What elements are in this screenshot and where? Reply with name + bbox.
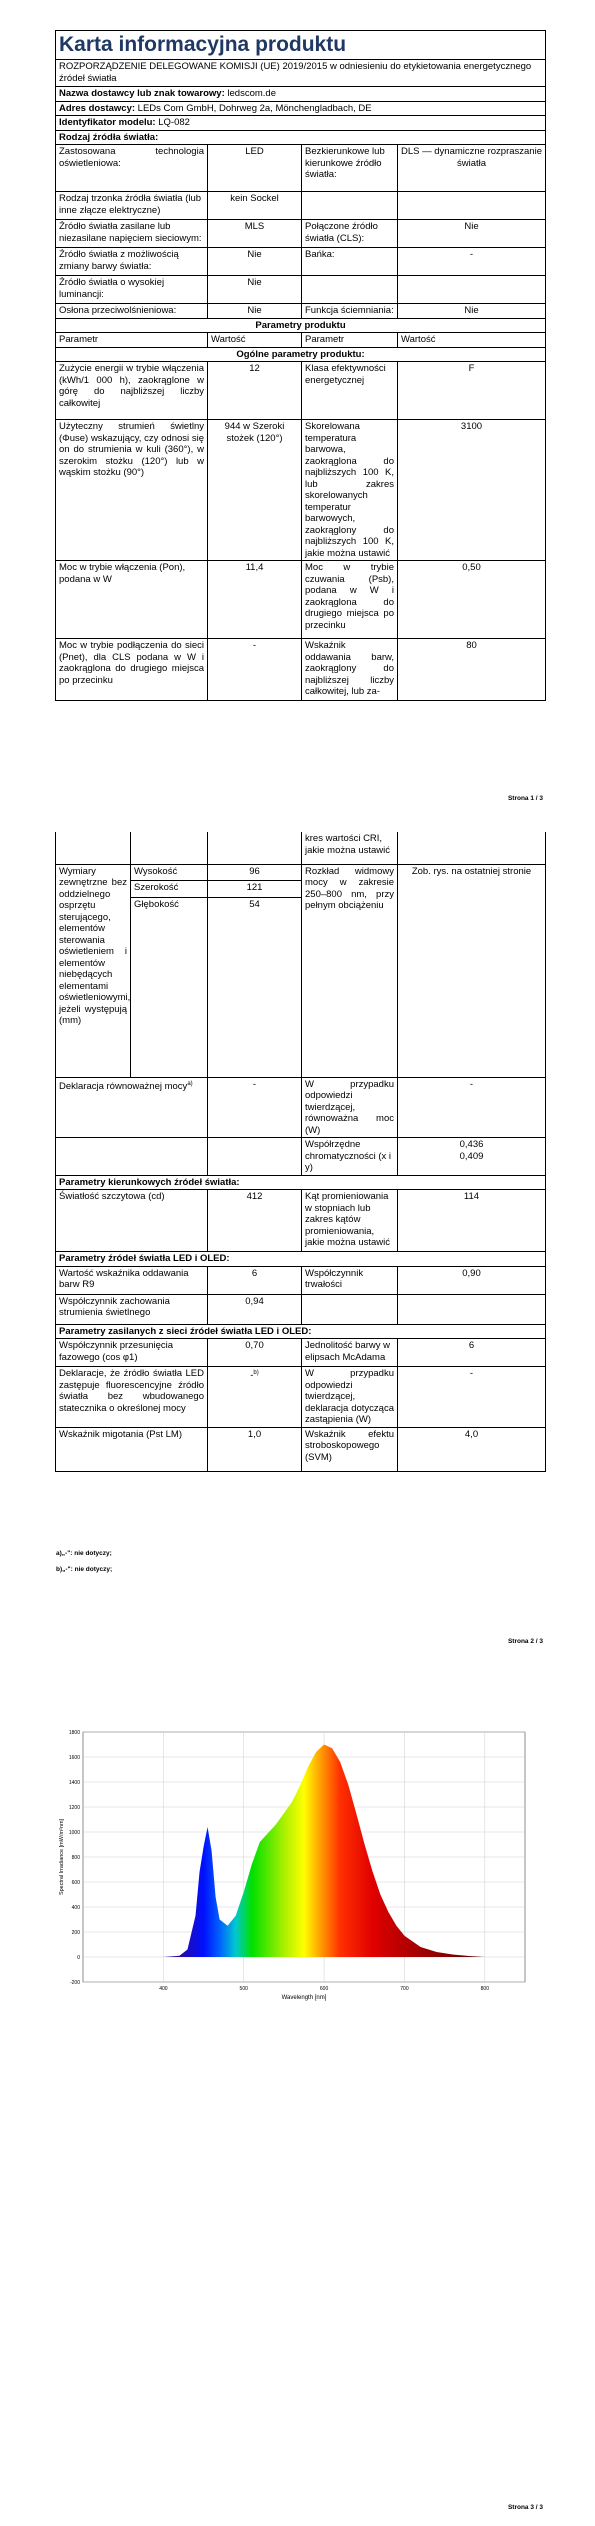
survival-value: 0,90 [398,1266,546,1294]
page-number-3: Strona 3 / 3 [507,2504,543,2511]
spectrum-chart-svg [55,1720,545,2010]
model-id-value: LQ-082 [158,117,190,128]
stroboscopic-label: Wskaźnik efektu stroboskopowego (SVM) [302,1427,398,1471]
power-factor-value: 0,70 [208,1339,302,1367]
standby-power-value: 0,50 [398,561,546,639]
dim-depth-value: 54 [208,897,302,1077]
chroma-values [398,1138,546,1176]
spectrum-label: Rozkład widmowy mocy w zakresie 250–800 nm, przy pełnym obciążeniu [302,864,398,1077]
lumen-maintenance-value: 0,94 [208,1294,302,1324]
col-header-param-2: Parametr [302,333,398,348]
equiv-power-label: Deklaracja równoważnej mocy [59,1080,188,1092]
fluorescent-replacement-value: - [250,1370,254,1382]
model-id-label: Identyfikator modelu: [59,117,156,128]
col-header-param-1: Parametr [56,333,208,348]
y-tick-label: 1000 [68,1829,80,1836]
dimmable-label: Funkcja ściemniania: [302,304,398,319]
energy-consumption-label: Zużycie energii w trybie włączenia (kWh/1 000 h), zaokrąglone w górę do najbliższej liczby całkowitej [56,362,208,420]
mains-led-params-heading: Parametry zasilanych z sieci źródeł światła LED i OLED: [56,1324,546,1339]
cap-type-value: kein Sockel [208,192,302,220]
page-title: Karta informacyjna produktu [56,31,546,60]
cct-label: Skorelowana temperatura barwowa, zaokrąglona do najbliższych 100 K, lub zakres skorelowanych temperatur barwowych, zaokrąglony do najbliższych 100 K, jakie można ustawić [302,420,398,561]
stroboscopic-value: 4,0 [398,1427,546,1471]
energy-class-label: Klasa efektywności energetycznej [302,362,398,420]
dimensions-label: Wymiary zewnętrzne bez oddzielnego osprzętu sterującego, elementów sterowania oświetleniem i elementów niebędących elementami oświetleniowymi, jeżeli występują (mm) [56,864,131,1077]
lumen-maintenance-label: Współczynnik zachowania strumienia świetlnego [56,1294,208,1324]
footnote-a: a)„-": nie dotyczy; [56,1550,112,1557]
x-tick-label: 400 [159,1986,168,1992]
network-standby-value: - [208,639,302,701]
supplier-name-value: ledscom.de [227,88,276,99]
fluorescent-replacement-label: Deklaracje, że źródło światła LED zastępuje fluorescencyjne źródło światła bez wbudowanego statecznika o określonej mocy [56,1367,208,1428]
tunable-label: Źródło światła z możliwością zmiany barwy światła: [56,248,208,276]
envelope-value: - [398,248,546,276]
page-number-1: Strona 1 / 3 [507,795,543,802]
spectrum-chart [55,1720,545,2010]
high-luminance-value: Nie [208,276,302,304]
equiv-watt-value: - [398,1077,546,1138]
anti-glare-value: Nie [208,304,302,319]
cri-cont-spacer-2 [131,832,208,864]
technology-value: LED [208,145,302,192]
high-luminance-label: Źródło światła o wysokiej luminancji: [56,276,208,304]
network-standby-label: Moc w trybie podłączenia do sieci (Pnet), dla CLS podana w W i zaokrąglona do drugiego miejsca po przecinku [56,639,208,701]
dim-height-value: 96 [208,864,302,881]
chroma-spacer-2 [208,1138,302,1176]
peak-intensity-value: 412 [208,1190,302,1252]
footnote-b: b)„-": nie dotyczy; [56,1566,113,1573]
survival-label: Współczynnik trwałości [302,1266,398,1294]
luminous-flux-value: 944 w Szeroki stożek (120°) [208,420,302,561]
peak-intensity-label: Światłość szczytowa (cd) [56,1190,208,1252]
cri-cont-spacer-4 [398,832,546,864]
directional-value: DLS — dynamiczne rozpraszanie światła [398,145,546,192]
equiv-power-value: - [208,1077,302,1138]
mains-label: Źródło światła zasilane lub niezasilane napięciem sieciowym: [56,220,208,248]
dimmable-value: Nie [398,304,546,319]
y-tick-label: -200 [69,1979,80,1986]
r9-value: 6 [208,1266,302,1294]
y-tick-label: 400 [71,1904,80,1911]
cri-value: 80 [398,639,546,701]
supplier-name-label: Nazwa dostawcy lub znak towarowy: [59,88,225,99]
energy-class-value: F [398,362,546,420]
chroma-spacer-1 [56,1138,208,1176]
energy-consumption-value: 12 [208,362,302,420]
beam-angle-label: Kąt promieniowania w stopniach lub zakres kątów promieniowania, jakie można ustawić [302,1190,398,1252]
mains-value: MLS [208,220,302,248]
y-tick-label: 1600 [68,1754,80,1761]
envelope-label: Bańka: [302,248,398,276]
product-params-heading: Parametry produktu [56,318,546,333]
col-header-value-2: Wartość [398,333,546,348]
cls-label: Połączone źródło światła (CLS): [302,220,398,248]
product-info-table-page-2 [55,832,546,1472]
equiv-watt-label: W przypadku odpowiedzi twierdzącej, równoważna moc (W) [302,1077,398,1138]
y-tick-label: 1400 [68,1779,80,1786]
chroma-y: 0,409 [459,1150,484,1162]
replacement-watt-label: W przypadku odpowiedzi twierdzącej, deklaracja dotycząca zastąpienia (W) [302,1367,398,1428]
beam-angle-value: 114 [398,1190,546,1252]
x-tick-label: 600 [319,1986,329,1992]
on-mode-power-label: Moc w trybie włączenia (Pon), podana w W [56,561,208,639]
y-tick-label: 1800 [68,1729,80,1736]
y-axis-label: Spectral Irradiance [mW/m²nm] [59,1818,65,1896]
led-params-heading: Parametry źródeł światła LED i OLED: [56,1252,546,1267]
regulation-text: ROZPORZĄDZENIE DELEGOWANE KOMISJI (UE) 2019/2015 w odniesieniu do etykietowania energetycznego źródeł światła [56,60,546,87]
fluorescent-replacement-cell [208,1367,302,1428]
lumen-maintenance-spacer-1 [302,1294,398,1324]
x-tick-label: 700 [400,1986,409,1992]
chroma-x: 0,436 [459,1139,484,1150]
cct-value: 3100 [398,420,546,561]
supplier-address-label: Adres dostawcy: [59,102,136,114]
directional-params-heading: Parametry kierunkowych źródeł światła: [56,1175,546,1190]
page-number-2: Strona 2 / 3 [507,1638,543,1645]
high-luminance-empty-label [302,276,398,304]
cls-value: Nie [398,220,546,248]
standby-power-label: Moc w trybie czuwania (Psb), podana w W i zaokrąglona do drugiego miejsca po przecinku [302,561,398,639]
x-tick-label: 800 [480,1986,489,1992]
supplier-address-value: LEDs Com GmbH, Dohrweg 2a, Mönchengladbach, DE [137,102,372,114]
x-tick-label: 500 [239,1986,248,1992]
cri-label: Wskaźnik oddawania barw, zaokrąglony do najbliższej liczby całkowitej, lub za- [302,639,398,701]
equiv-power-footnote-mark: a) [187,1080,193,1087]
luminous-flux-label: Użyteczny strumień świetlny (Φuse) wskazujący, czy odnosi się on do strumienia w kuli (360°), w szerokim stożku (120°) lub w wąskim stożku (90°) [56,420,208,561]
page-3 [0,1660,595,2526]
product-info-table-page-1 [55,30,546,701]
page-1 [0,0,595,810]
dim-height-label: Wysokość [131,864,208,881]
y-tick-label: 200 [71,1929,80,1936]
model-id-row [56,116,546,131]
flicker-value: 1,0 [208,1427,302,1471]
page-2 [0,810,595,1660]
replacement-watt-value: - [398,1367,546,1428]
power-factor-label: Współczynnik przesunięcia fazowego (cos φ1) [56,1339,208,1367]
spectrum-value: Zob. rys. na ostatniej stronie [398,864,546,1077]
cri-cont-spacer-3 [208,832,302,864]
lumen-maintenance-spacer-2 [398,1294,546,1324]
directional-label: Bezkierunkowe lub kierunkowe źródło światła: [302,145,398,192]
fluorescent-replacement-footnote-mark: b) [253,1370,259,1376]
col-header-value-1: Wartość [208,333,302,348]
dim-width-label: Szerokość [131,881,208,898]
equiv-power-cell [56,1077,208,1138]
general-params-heading: Ogólne parametry produktu: [56,347,546,362]
r9-label: Wartość wskaźnika oddawania barw R9 [56,1266,208,1294]
high-luminance-empty-value [398,276,546,304]
cri-cont-spacer-1 [56,832,131,864]
flicker-label: Wskaźnik migotania (Pst LM) [56,1427,208,1471]
technology-label: Zastosowana technologia oświetleniowa: [56,145,208,192]
y-tick-label: 1200 [68,1804,80,1811]
chroma-label: Współrzędne chromatyczności (x i y) [302,1138,398,1176]
tunable-value: Nie [208,248,302,276]
anti-glare-label: Osłona przeciwolśnieniowa: [56,304,208,319]
x-axis-label: Wavelength [nm] [281,1995,327,2001]
dim-depth-label: Głębokość [131,897,208,1077]
source-type-heading: Rodzaj źródła światła: [56,130,546,145]
supplier-name-row [56,87,546,102]
dim-width-value: 121 [208,881,302,898]
supplier-address-row [56,101,546,116]
colour-consistency-label: Jednolitość barwy w elipsach McAdama [302,1339,398,1367]
on-mode-power-value: 11,4 [208,561,302,639]
cap-type-empty-value [398,192,546,220]
cap-type-empty-label [302,192,398,220]
y-tick-label: 800 [71,1854,80,1861]
cri-continuation: kres wartości CRI, jakie można ustawić [302,832,398,864]
y-tick-label: 0 [77,1954,80,1961]
y-tick-label: 600 [71,1879,80,1886]
colour-consistency-value: 6 [398,1339,546,1367]
cap-type-label: Rodzaj trzonka źródła światła (lub inne złącze elektryczne) [56,192,208,220]
